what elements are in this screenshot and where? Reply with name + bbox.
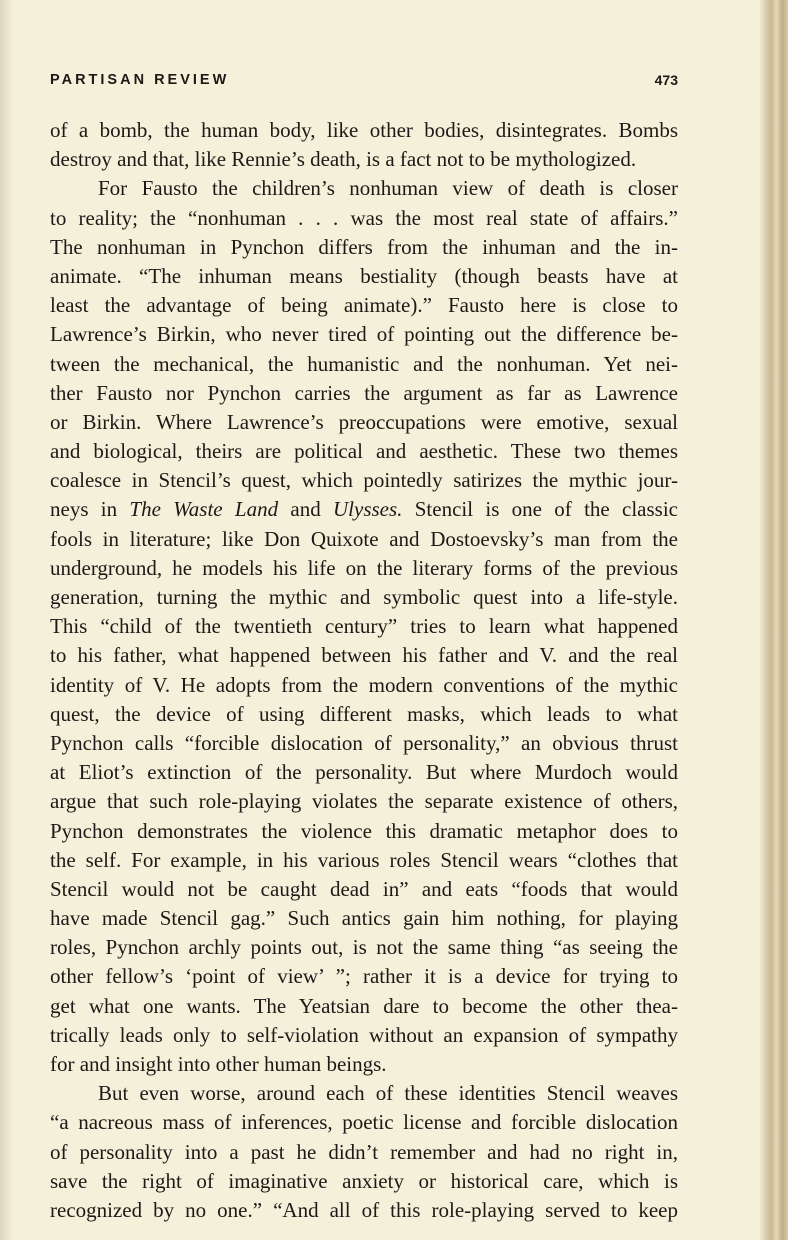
text-line: get what one wants. The Yeatsian dare to become the other thea-	[50, 993, 678, 1018]
text-line: This “child of the twentieth century” tries to learn what happened	[50, 614, 678, 639]
page-gutter-shadow	[0, 0, 14, 1240]
text-line: recognized by no one.” “And all of this role-playing served to keep	[50, 1197, 678, 1222]
text-line: to his father, what happened between his father and V. and the real	[50, 643, 678, 668]
text-line: “a nacreous mass of inferences, poetic license and forcible dislocation	[50, 1110, 678, 1135]
running-header	[50, 72, 678, 96]
text-line-italic-titles	[50, 495, 678, 524]
page-edge	[760, 0, 788, 1240]
text-line: The nonhuman in Pynchon differs from the inhuman and the in-	[50, 234, 678, 259]
text-segment: Stencil is one of the classic	[402, 497, 678, 522]
text-line: of personality into a past he didn’t remember and had no right in,	[50, 1139, 678, 1164]
journal-title: PARTISAN REVIEW	[50, 72, 230, 88]
italic-title: The Waste Land	[129, 497, 279, 522]
text-line: Lawrence’s Birkin, who never tired of pointing out the difference be-	[50, 322, 678, 347]
text-segment: neys in	[50, 497, 130, 522]
text-line: ther Fausto nor Pynchon carries the argument as far as Lawrence	[50, 380, 678, 405]
text-line: But even worse, around each of these identities Stencil weaves	[98, 1081, 678, 1106]
text-line: animate. “The inhuman means bestiality (though beasts have at	[50, 263, 678, 288]
text-line: save the right of imaginative anxiety or historical care, which is	[50, 1168, 678, 1193]
body-text	[50, 116, 678, 1225]
text-line: and biological, theirs are political and aesthetic. These two themes	[50, 439, 678, 464]
text-line: underground, he models his life on the literary forms of the previous	[50, 555, 678, 580]
text-line: least the advantage of being animate).” Fausto here is close to	[50, 293, 678, 318]
text-line: trically leads only to self-violation without an expansion of sympathy	[50, 1022, 678, 1047]
text-line: other fellow’s ‘point of view’ ”; rather it is a device for trying to	[50, 964, 678, 989]
text-line: tween the mechanical, the humanistic and the nonhuman. Yet nei-	[50, 351, 678, 376]
text-line: for and insight into other human beings.	[50, 1052, 387, 1076]
text-line: at Eliot’s extinction of the personality. But where Murdoch would	[50, 760, 678, 785]
text-line: roles, Pynchon archly points out, is not the same thing “as seeing the	[50, 935, 678, 960]
text-segment: and	[278, 497, 334, 522]
text-line: or Birkin. Where Lawrence’s preoccupations were emotive, sexual	[50, 409, 678, 434]
text-line: coalesce in Stencil’s quest, which pointedly satirizes the mythic jour-	[50, 468, 678, 493]
page-number: 473	[654, 72, 678, 88]
text-line: generation, turning the mythic and symbolic quest into a life-style.	[50, 585, 678, 609]
text-line: identity of V. He adopts from the modern conventions of the mythic	[50, 672, 678, 697]
text-line: destroy and that, like Rennie’s death, is a fact not to be mythologized.	[50, 147, 637, 172]
text-line: argue that such role-playing violates the separate existence of others,	[50, 789, 678, 814]
text-line: quest, the device of using different masks, which leads to what	[50, 701, 678, 726]
text-line: of a bomb, the human body, like other bodies, disintegrates. Bombs	[50, 118, 678, 142]
text-line: the self. For example, in his various roles Stencil wears “clothes that	[50, 847, 678, 872]
text-line: Stencil would not be caught dead in” and eats “foods that would	[50, 876, 678, 901]
text-line: to reality; the “nonhuman . . . was the most real state of affairs.”	[50, 205, 678, 230]
text-line: Pynchon demonstrates the violence this dramatic metaphor does to	[50, 818, 678, 843]
text-line: fools in literature; like Don Quixote and Dostoevsky’s man from the	[50, 526, 678, 551]
text-line: For Fausto the children’s nonhuman view of death is closer	[98, 176, 678, 201]
italic-title: Ulysses.	[333, 497, 403, 522]
text-line: have made Stencil gag.” Such antics gain him nothing, for playing	[50, 906, 678, 931]
text-line: Pynchon calls “forcible dislocation of personality,” an obvious thrust	[50, 730, 678, 755]
